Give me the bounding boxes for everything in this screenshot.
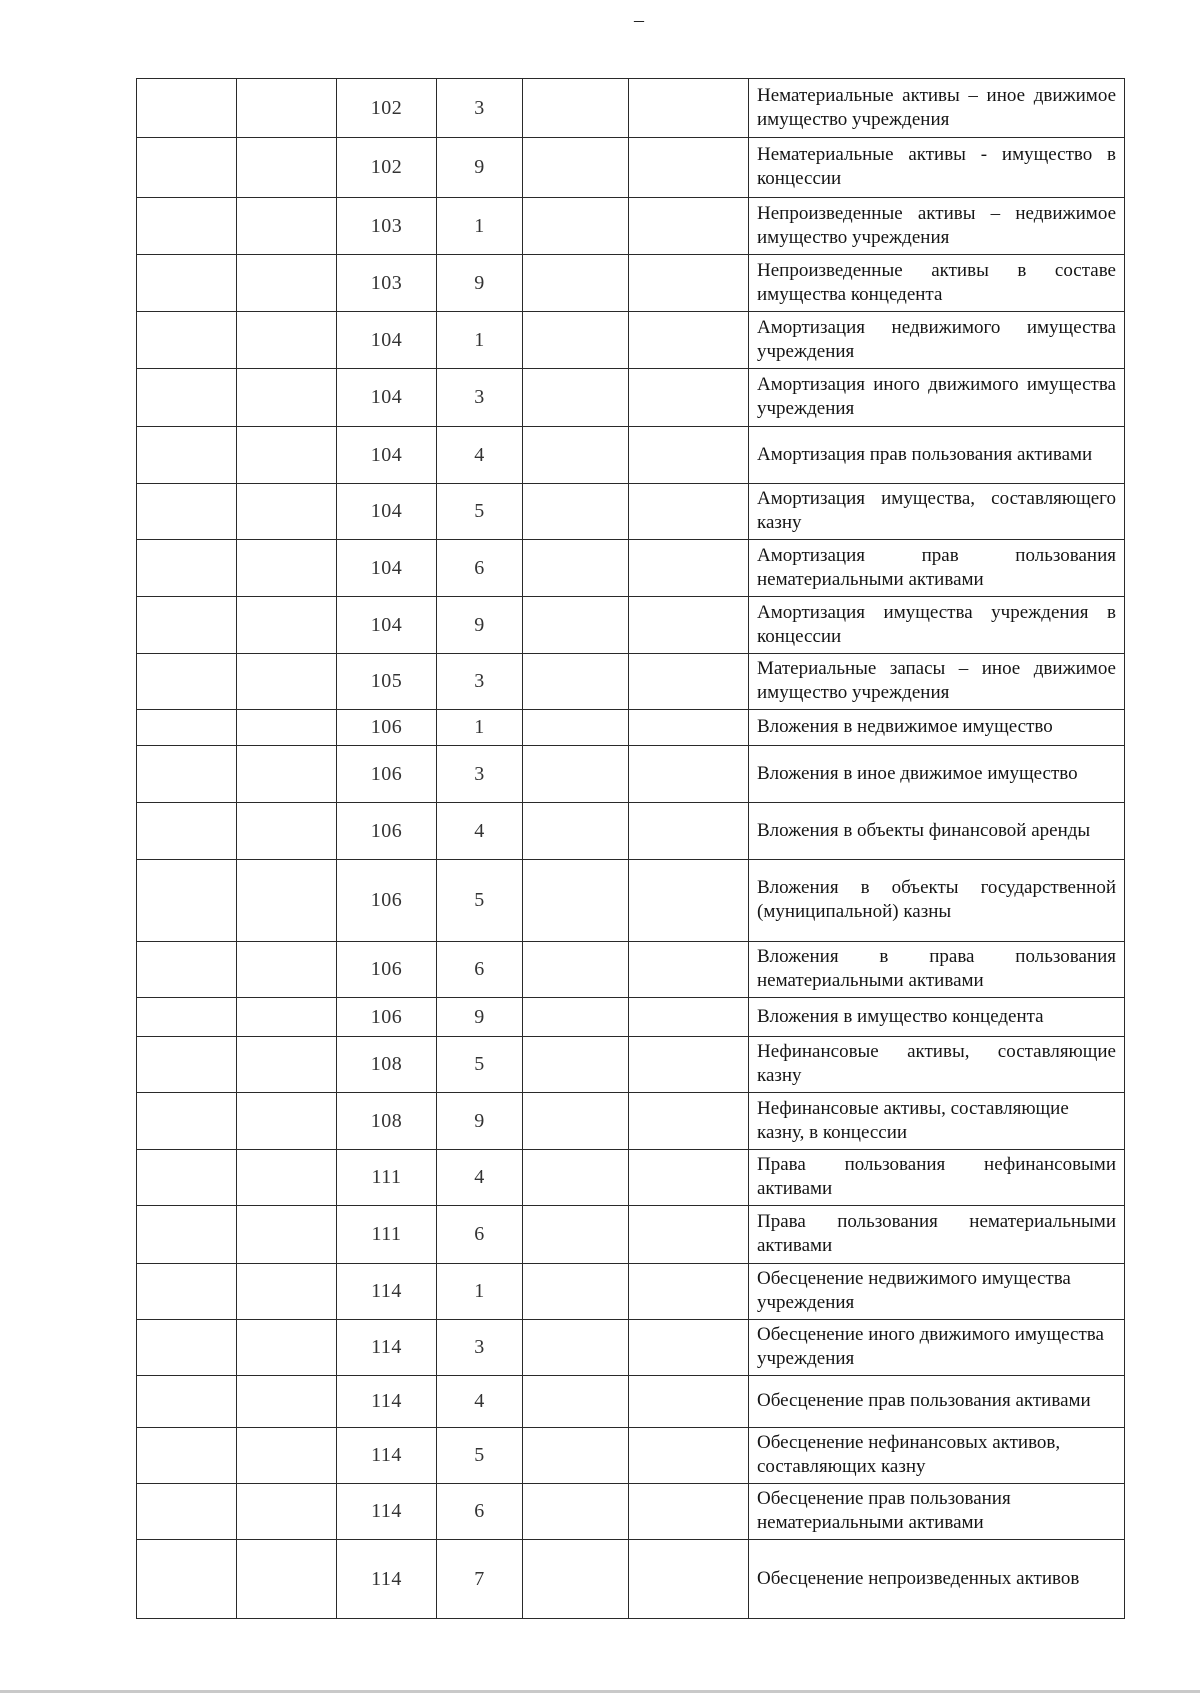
empty-cell-4 bbox=[629, 484, 749, 540]
sub-code-cell: 3 bbox=[437, 746, 523, 803]
account-name-cell: Амортизация имущества учреждения в концессии bbox=[749, 597, 1125, 654]
empty-cell-1 bbox=[137, 803, 237, 860]
empty-cell-4 bbox=[629, 654, 749, 710]
account-name-cell: Амортизация иного движимого имущества учреждения bbox=[749, 369, 1125, 427]
account-code-cell: 104 bbox=[337, 369, 437, 427]
empty-cell-1 bbox=[137, 1376, 237, 1428]
sub-code-cell: 3 bbox=[437, 1320, 523, 1376]
empty-cell-4 bbox=[629, 1376, 749, 1428]
empty-cell-2 bbox=[237, 1264, 337, 1320]
empty-cell-2 bbox=[237, 654, 337, 710]
account-name-cell: Непроизведенные активы в составе имущества концедента bbox=[749, 255, 1125, 312]
account-code-cell: 106 bbox=[337, 710, 437, 746]
empty-cell-4 bbox=[629, 427, 749, 484]
sub-code-cell: 7 bbox=[437, 1540, 523, 1619]
empty-cell-3 bbox=[523, 138, 629, 198]
account-name-cell: Вложения в недвижимое имущество bbox=[749, 710, 1125, 746]
account-name-cell: Обесценение непроизведенных активов bbox=[749, 1540, 1125, 1619]
empty-cell-4 bbox=[629, 998, 749, 1037]
table-row bbox=[137, 369, 1125, 427]
table-row bbox=[137, 1150, 1125, 1206]
empty-cell-3 bbox=[523, 597, 629, 654]
empty-cell-3 bbox=[523, 803, 629, 860]
sub-code-cell: 5 bbox=[437, 1037, 523, 1093]
empty-cell-1 bbox=[137, 427, 237, 484]
empty-cell-4 bbox=[629, 540, 749, 597]
empty-cell-4 bbox=[629, 1037, 749, 1093]
empty-cell-4 bbox=[629, 1320, 749, 1376]
account-name-cell: Права пользования нефинансовыми активами bbox=[749, 1150, 1125, 1206]
empty-cell-1 bbox=[137, 654, 237, 710]
empty-cell-3 bbox=[523, 79, 629, 138]
account-name-cell: Обесценение нефинансовых активов, составляющих казну bbox=[749, 1428, 1125, 1484]
sub-code-cell: 4 bbox=[437, 803, 523, 860]
empty-cell-2 bbox=[237, 1037, 337, 1093]
sub-code-cell: 1 bbox=[437, 198, 523, 255]
empty-cell-1 bbox=[137, 369, 237, 427]
table-row bbox=[137, 255, 1125, 312]
empty-cell-1 bbox=[137, 597, 237, 654]
sub-code-cell: 5 bbox=[437, 484, 523, 540]
sub-code-cell: 1 bbox=[437, 710, 523, 746]
sub-code-cell: 5 bbox=[437, 1428, 523, 1484]
sub-code-cell: 1 bbox=[437, 1264, 523, 1320]
empty-cell-4 bbox=[629, 1540, 749, 1619]
table-row bbox=[137, 198, 1125, 255]
account-code-cell: 106 bbox=[337, 942, 437, 998]
empty-cell-3 bbox=[523, 654, 629, 710]
table-row bbox=[137, 1037, 1125, 1093]
empty-cell-3 bbox=[523, 255, 629, 312]
empty-cell-1 bbox=[137, 1264, 237, 1320]
account-name-cell: Права пользования нематериальными активами bbox=[749, 1206, 1125, 1264]
empty-cell-2 bbox=[237, 860, 337, 942]
empty-cell-4 bbox=[629, 138, 749, 198]
account-name-cell: Обесценение прав пользования нематериальными активами bbox=[749, 1484, 1125, 1540]
account-name-cell: Обесценение прав пользования активами bbox=[749, 1376, 1125, 1428]
empty-cell-4 bbox=[629, 198, 749, 255]
account-code-cell: 111 bbox=[337, 1150, 437, 1206]
sub-code-cell: 6 bbox=[437, 540, 523, 597]
table-row bbox=[137, 1376, 1125, 1428]
empty-cell-1 bbox=[137, 1037, 237, 1093]
empty-cell-1 bbox=[137, 540, 237, 597]
empty-cell-1 bbox=[137, 942, 237, 998]
account-code-cell: 106 bbox=[337, 746, 437, 803]
empty-cell-4 bbox=[629, 1150, 749, 1206]
table-row bbox=[137, 79, 1125, 138]
table-row bbox=[137, 312, 1125, 369]
account-code-cell: 108 bbox=[337, 1037, 437, 1093]
empty-cell-2 bbox=[237, 1376, 337, 1428]
table-row bbox=[137, 1484, 1125, 1540]
sub-code-cell: 6 bbox=[437, 1484, 523, 1540]
table-body bbox=[137, 79, 1125, 1619]
sub-code-cell: 9 bbox=[437, 998, 523, 1037]
account-code-cell: 104 bbox=[337, 484, 437, 540]
empty-cell-2 bbox=[237, 1093, 337, 1150]
empty-cell-4 bbox=[629, 710, 749, 746]
empty-cell-2 bbox=[237, 710, 337, 746]
empty-cell-3 bbox=[523, 484, 629, 540]
empty-cell-1 bbox=[137, 138, 237, 198]
account-name-cell: Обесценение недвижимого имущества учреждения bbox=[749, 1264, 1125, 1320]
empty-cell-3 bbox=[523, 312, 629, 369]
empty-cell-1 bbox=[137, 710, 237, 746]
account-name-cell: Вложения в имущество концедента bbox=[749, 998, 1125, 1037]
table-row bbox=[137, 860, 1125, 942]
table-row bbox=[137, 597, 1125, 654]
account-code-cell: 106 bbox=[337, 998, 437, 1037]
table-row bbox=[137, 942, 1125, 998]
empty-cell-3 bbox=[523, 1264, 629, 1320]
account-name-cell: Вложения в права пользования нематериальными активами bbox=[749, 942, 1125, 998]
empty-cell-3 bbox=[523, 540, 629, 597]
account-name-cell: Амортизация недвижимого имущества учреждения bbox=[749, 312, 1125, 369]
empty-cell-1 bbox=[137, 79, 237, 138]
empty-cell-3 bbox=[523, 1484, 629, 1540]
sub-code-cell: 9 bbox=[437, 1093, 523, 1150]
empty-cell-4 bbox=[629, 860, 749, 942]
account-name-cell: Обесценение иного движимого имущества учреждения bbox=[749, 1320, 1125, 1376]
empty-cell-4 bbox=[629, 1093, 749, 1150]
empty-cell-3 bbox=[523, 860, 629, 942]
table-row bbox=[137, 1206, 1125, 1264]
empty-cell-1 bbox=[137, 1484, 237, 1540]
account-name-cell: Вложения в объекты финансовой аренды bbox=[749, 803, 1125, 860]
sub-code-cell: 4 bbox=[437, 427, 523, 484]
empty-cell-2 bbox=[237, 79, 337, 138]
table-row bbox=[137, 746, 1125, 803]
empty-cell-1 bbox=[137, 1540, 237, 1619]
empty-cell-2 bbox=[237, 1428, 337, 1484]
account-name-cell: Амортизация прав пользования активами bbox=[749, 427, 1125, 484]
empty-cell-2 bbox=[237, 1206, 337, 1264]
account-code-cell: 106 bbox=[337, 803, 437, 860]
empty-cell-1 bbox=[137, 198, 237, 255]
table-row bbox=[137, 484, 1125, 540]
account-name-cell: Вложения в иное движимое имущество bbox=[749, 746, 1125, 803]
empty-cell-4 bbox=[629, 942, 749, 998]
empty-cell-2 bbox=[237, 803, 337, 860]
sub-code-cell: 9 bbox=[437, 255, 523, 312]
empty-cell-3 bbox=[523, 1428, 629, 1484]
account-code-cell: 106 bbox=[337, 860, 437, 942]
table-row bbox=[137, 1093, 1125, 1150]
table-row bbox=[137, 1320, 1125, 1376]
table-row bbox=[137, 540, 1125, 597]
sub-code-cell: 4 bbox=[437, 1150, 523, 1206]
empty-cell-1 bbox=[137, 312, 237, 369]
empty-cell-4 bbox=[629, 597, 749, 654]
empty-cell-4 bbox=[629, 746, 749, 803]
account-code-cell: 103 bbox=[337, 255, 437, 312]
account-code-cell: 114 bbox=[337, 1484, 437, 1540]
sub-code-cell: 3 bbox=[437, 369, 523, 427]
account-code-cell: 102 bbox=[337, 79, 437, 138]
sub-code-cell: 9 bbox=[437, 597, 523, 654]
empty-cell-4 bbox=[629, 369, 749, 427]
empty-cell-2 bbox=[237, 746, 337, 803]
table-row bbox=[137, 1264, 1125, 1320]
account-code-cell: 108 bbox=[337, 1093, 437, 1150]
account-name-cell: Нематериальные активы – иное движимое имущество учреждения bbox=[749, 79, 1125, 138]
empty-cell-3 bbox=[523, 710, 629, 746]
empty-cell-1 bbox=[137, 1150, 237, 1206]
account-code-cell: 105 bbox=[337, 654, 437, 710]
account-name-cell: Непроизведенные активы – недвижимое имущество учреждения bbox=[749, 198, 1125, 255]
empty-cell-1 bbox=[137, 746, 237, 803]
account-code-cell: 104 bbox=[337, 312, 437, 369]
empty-cell-2 bbox=[237, 1320, 337, 1376]
account-code-cell: 111 bbox=[337, 1206, 437, 1264]
empty-cell-3 bbox=[523, 1037, 629, 1093]
empty-cell-2 bbox=[237, 540, 337, 597]
empty-cell-3 bbox=[523, 1540, 629, 1619]
empty-cell-2 bbox=[237, 427, 337, 484]
account-name-cell: Амортизация имущества, составляющего казну bbox=[749, 484, 1125, 540]
scan-bottom-edge bbox=[0, 1690, 1200, 1693]
account-name-cell: Нематериальные активы - имущество в концессии bbox=[749, 138, 1125, 198]
empty-cell-4 bbox=[629, 1206, 749, 1264]
table-row bbox=[137, 998, 1125, 1037]
accounts-table bbox=[136, 78, 1125, 1619]
account-name-cell: Нефинансовые активы, составляющие казну bbox=[749, 1037, 1125, 1093]
empty-cell-2 bbox=[237, 312, 337, 369]
account-code-cell: 104 bbox=[337, 540, 437, 597]
empty-cell-2 bbox=[237, 1540, 337, 1619]
sub-code-cell: 9 bbox=[437, 138, 523, 198]
table-row bbox=[137, 427, 1125, 484]
empty-cell-1 bbox=[137, 1320, 237, 1376]
sub-code-cell: 4 bbox=[437, 1376, 523, 1428]
empty-cell-1 bbox=[137, 860, 237, 942]
empty-cell-2 bbox=[237, 198, 337, 255]
empty-cell-1 bbox=[137, 484, 237, 540]
table-row bbox=[137, 138, 1125, 198]
empty-cell-3 bbox=[523, 942, 629, 998]
sub-code-cell: 3 bbox=[437, 654, 523, 710]
account-code-cell: 114 bbox=[337, 1540, 437, 1619]
account-code-cell: 104 bbox=[337, 597, 437, 654]
empty-cell-4 bbox=[629, 1484, 749, 1540]
sub-code-cell: 6 bbox=[437, 1206, 523, 1264]
account-code-cell: 102 bbox=[337, 138, 437, 198]
table-row bbox=[137, 654, 1125, 710]
empty-cell-4 bbox=[629, 803, 749, 860]
account-name-cell: Нефинансовые активы, составляющие казну, в концессии bbox=[749, 1093, 1125, 1150]
account-code-cell: 104 bbox=[337, 427, 437, 484]
empty-cell-3 bbox=[523, 998, 629, 1037]
account-code-cell: 114 bbox=[337, 1376, 437, 1428]
table-row bbox=[137, 803, 1125, 860]
sub-code-cell: 3 bbox=[437, 79, 523, 138]
sub-code-cell: 5 bbox=[437, 860, 523, 942]
table-row bbox=[137, 710, 1125, 746]
sub-code-cell: 1 bbox=[437, 312, 523, 369]
account-name-cell: Амортизация прав пользования нематериальными активами bbox=[749, 540, 1125, 597]
empty-cell-2 bbox=[237, 255, 337, 312]
table-row bbox=[137, 1428, 1125, 1484]
empty-cell-3 bbox=[523, 369, 629, 427]
empty-cell-4 bbox=[629, 255, 749, 312]
empty-cell-2 bbox=[237, 1150, 337, 1206]
account-code-cell: 114 bbox=[337, 1320, 437, 1376]
empty-cell-1 bbox=[137, 1093, 237, 1150]
empty-cell-2 bbox=[237, 998, 337, 1037]
empty-cell-2 bbox=[237, 484, 337, 540]
empty-cell-3 bbox=[523, 1150, 629, 1206]
empty-cell-3 bbox=[523, 746, 629, 803]
account-code-cell: 114 bbox=[337, 1428, 437, 1484]
account-name-cell: Вложения в объекты государственной (муниципальной) казны bbox=[749, 860, 1125, 942]
empty-cell-2 bbox=[237, 1484, 337, 1540]
account-name-cell: Материальные запасы – иное движимое имущество учреждения bbox=[749, 654, 1125, 710]
empty-cell-3 bbox=[523, 427, 629, 484]
account-code-cell: 103 bbox=[337, 198, 437, 255]
empty-cell-4 bbox=[629, 1428, 749, 1484]
empty-cell-2 bbox=[237, 597, 337, 654]
empty-cell-1 bbox=[137, 998, 237, 1037]
empty-cell-2 bbox=[237, 138, 337, 198]
empty-cell-4 bbox=[629, 1264, 749, 1320]
empty-cell-2 bbox=[237, 942, 337, 998]
empty-cell-3 bbox=[523, 1206, 629, 1264]
empty-cell-3 bbox=[523, 198, 629, 255]
empty-cell-3 bbox=[523, 1320, 629, 1376]
table-row bbox=[137, 1540, 1125, 1619]
empty-cell-3 bbox=[523, 1093, 629, 1150]
account-code-cell: 114 bbox=[337, 1264, 437, 1320]
empty-cell-1 bbox=[137, 1428, 237, 1484]
empty-cell-3 bbox=[523, 1376, 629, 1428]
sub-code-cell: 6 bbox=[437, 942, 523, 998]
empty-cell-2 bbox=[237, 369, 337, 427]
empty-cell-4 bbox=[629, 79, 749, 138]
empty-cell-1 bbox=[137, 255, 237, 312]
empty-cell-4 bbox=[629, 312, 749, 369]
page-mark: – bbox=[634, 9, 644, 31]
empty-cell-1 bbox=[137, 1206, 237, 1264]
